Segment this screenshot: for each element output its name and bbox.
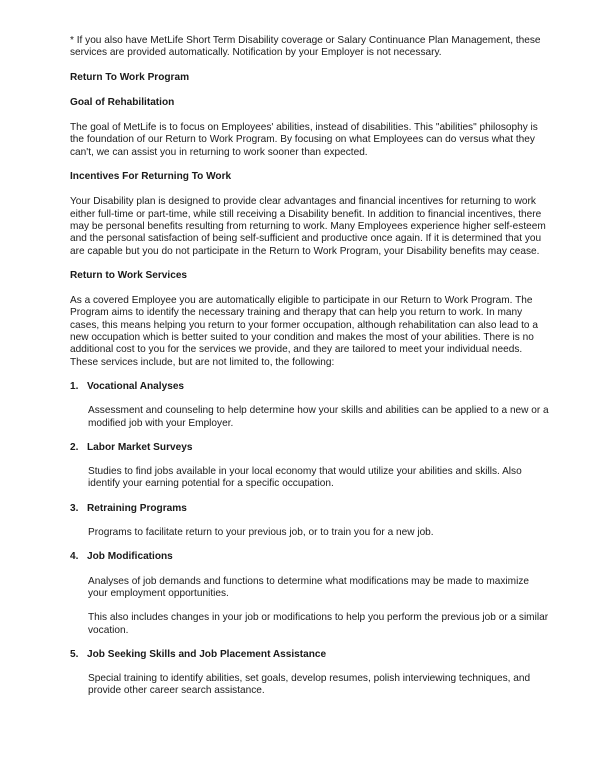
item-number: 3. bbox=[70, 502, 79, 514]
incentives-heading: Incentives For Returning To Work bbox=[70, 171, 232, 183]
item-description: Programs to facilitate return to your previous job, or to train you for a new job. bbox=[88, 527, 434, 539]
list-item bbox=[70, 442, 550, 491]
services-text: As a covered Employee you are automatically eligible to participate in our Return to Work Program. The Program aims to identify the necessary training and therapy that can help you return to work. In many cases, this means helping you return to your former occupation, although rehabilitation can also lead to a new occupation which is better suited to your condition and makes the most of your abilities. There is no additional cost to you for the services we provide, and they are tailored to meet your individual needs. These services include, but are not limited to, the following: bbox=[70, 295, 538, 368]
item-title: Job Modifications bbox=[87, 551, 173, 563]
item-number: 2. bbox=[70, 441, 79, 453]
list-item bbox=[70, 381, 550, 430]
coverage-note: * If you also have MetLife Short Term Disability coverage or Salary Continuance Plan Management, these services are provided automatically. Notification by your Employer is not necessary. bbox=[70, 35, 541, 59]
item-description: This also includes changes in your job or modifications to help you perform the previous job or a similar vocation. bbox=[88, 612, 549, 636]
services-heading: Return to Work Services bbox=[70, 269, 188, 281]
item-title: Labor Market Surveys bbox=[87, 441, 193, 453]
list-item bbox=[70, 551, 550, 636]
item-description: Assessment and counseling to help determine how your skills and abilities can be applied to a new or a modified job with your Employer. bbox=[88, 405, 549, 429]
item-number: 1. bbox=[70, 380, 79, 392]
item-description: Analyses of job demands and functions to determine what modifications may be made to maximize your employment opportunities. bbox=[88, 575, 529, 599]
item-title: Vocational Analyses bbox=[87, 380, 185, 392]
item-number: 5. bbox=[70, 648, 79, 660]
incentives-text: Your Disability plan is designed to provide clear advantages and financial incentives for returning to work either full-time or part-time, while still receiving a Disability benefit. In addition to financial incentives, there may be personal benefits resulting from returning to work. Many Employees experience higher self-esteem and the personal satisfaction of being self-sufficient and productive once again. If it is determined that you are capable but you do not participate in the Return to Work Program, your Disability benefits may cease. bbox=[70, 196, 546, 257]
list-item bbox=[70, 503, 550, 540]
section-title: Return To Work Program bbox=[70, 71, 190, 83]
item-description: Special training to identify abilities, set goals, develop resumes, polish interviewing techniques, and provide other career search assistance. bbox=[88, 673, 531, 697]
services-list bbox=[70, 381, 550, 698]
item-title: Retraining Programs bbox=[87, 502, 187, 514]
document-page bbox=[70, 35, 550, 710]
goal-heading: Goal of Rehabilitation bbox=[70, 96, 175, 108]
list-item bbox=[70, 649, 550, 698]
item-description: Studies to find jobs available in your local economy that would utilize your abilities and skills. Also identify your earning potential for a specific occupation. bbox=[88, 466, 522, 490]
item-number: 4. bbox=[70, 551, 79, 563]
goal-text: The goal of MetLife is to focus on Employees' abilities, instead of disabilities. This "abilities" philosophy is the foundation of our Return to Work Program. By focusing on what Employees can do versus what they can't, we can assist you in returning to work sooner than expected. bbox=[70, 122, 538, 158]
item-title: Job Seeking Skills and Job Placement Assistance bbox=[87, 648, 327, 660]
